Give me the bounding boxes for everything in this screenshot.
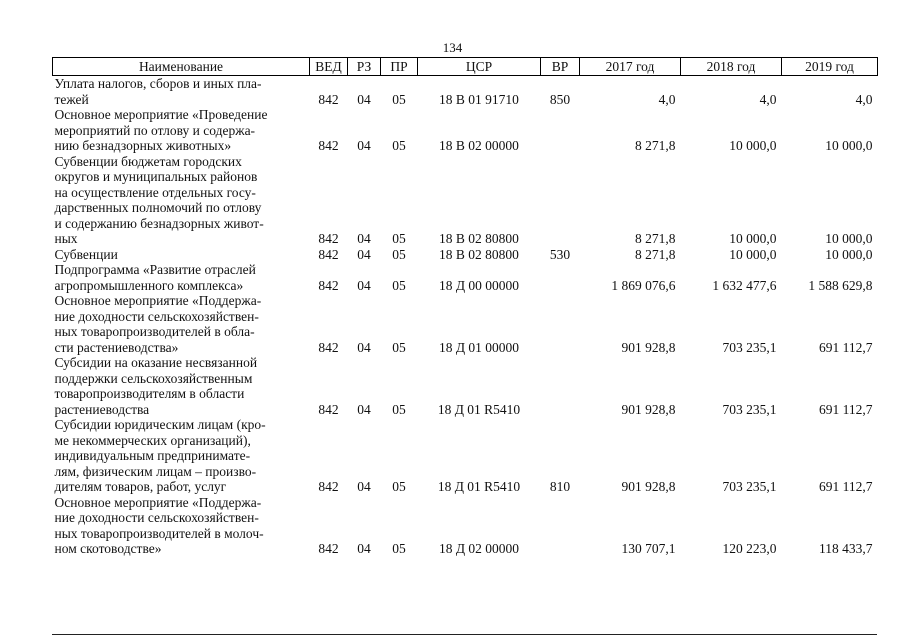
cell-pr: 05: [392, 231, 406, 246]
row-name: [53, 247, 310, 263]
cell-pr: 05: [392, 138, 406, 153]
table-row: [53, 247, 878, 263]
row-name: [53, 262, 310, 293]
cell-rz: 04: [357, 231, 371, 246]
cell-vr: [541, 107, 580, 154]
cell-csr: 18 Д 00 00000: [438, 277, 520, 293]
cell-y2019: 118 433,7: [819, 541, 873, 556]
row-name-line: ных: [54, 231, 78, 246]
row-name-line: Субсидии на оказание несвязанной: [54, 355, 258, 370]
cell-ved: 842: [318, 246, 339, 262]
cell-csr: 18 В 02 80800: [439, 231, 519, 246]
cell-rz: 04: [357, 91, 371, 107]
cell-y2017: 901 928,8: [621, 339, 676, 355]
cell-y2017: 901 928,8: [621, 401, 676, 417]
cell-ved: 842: [318, 91, 339, 107]
row-name: [53, 355, 310, 417]
cell-y2019: 691 112,7: [819, 479, 873, 494]
cell-vr: [541, 495, 580, 557]
cell-y2019: 691 112,7: [819, 339, 873, 355]
table-row: [53, 262, 878, 293]
row-name-line: ме некоммерческих организаций),: [54, 432, 251, 448]
table-header-row: [53, 58, 878, 76]
cell-vr: [541, 154, 580, 247]
header-rz: РЗ: [348, 58, 381, 76]
cell-ved: 842: [318, 541, 339, 556]
table-row: [53, 417, 878, 495]
header-2017: 2017 год: [580, 58, 681, 76]
row-name-line: дарственных полномочий по отлову: [54, 200, 262, 215]
row-name-line: Основное мероприятие «Проведение: [54, 107, 268, 122]
row-name: [53, 107, 310, 154]
cell-y2019: 10 000,0: [825, 138, 873, 153]
cell-y2019: 10 000,0: [825, 246, 873, 262]
cell-ved: 842: [318, 401, 339, 417]
cell-y2017: 8 271,8: [635, 246, 676, 262]
cell-pr: 05: [392, 339, 406, 355]
row-name: [53, 76, 310, 108]
cell-y2019: 10 000,0: [825, 231, 873, 246]
row-name-line: сти растениеводства»: [54, 339, 179, 355]
cell-y2018: 10 000,0: [729, 138, 777, 153]
cell-y2017: 901 928,8: [621, 479, 676, 494]
cell-y2017: 8 271,8: [635, 231, 676, 246]
row-name-line: ние доходности сельскохозяйствен-: [54, 308, 259, 324]
row-name-line: Основное мероприятие «Поддержа-: [54, 494, 262, 510]
cell-rz: 04: [357, 277, 371, 293]
cell-y2018: 120 223,0: [722, 541, 777, 556]
table-row: [53, 154, 878, 247]
table-row: [53, 495, 878, 557]
cell-csr: 18 В 02 80800: [439, 246, 519, 262]
cell-y2018: 703 235,1: [722, 401, 777, 417]
table-row: [53, 76, 878, 108]
row-name-line: Уплата налогов, сборов и иных пла-: [54, 76, 262, 91]
cell-pr: 05: [392, 541, 406, 556]
cell-vr: 530: [549, 246, 571, 262]
header-2018: 2018 год: [681, 58, 782, 76]
row-name: [53, 154, 310, 247]
cell-csr: 18 Д 01 00000: [438, 339, 520, 355]
row-name: [53, 495, 310, 557]
cell-y2017: 1 869 076,6: [611, 277, 676, 293]
row-name-line: Подпрограмма «Развитие отраслей: [54, 262, 256, 277]
header-vr: ВР: [541, 58, 580, 76]
cell-rz: 04: [357, 339, 371, 355]
cell-y2017: 8 271,8: [635, 138, 676, 153]
cell-vr: [541, 293, 580, 355]
row-name-line: округов и муниципальных районов: [54, 169, 258, 184]
row-name: [53, 293, 310, 355]
table-row: [53, 107, 878, 154]
row-name-line: и содержанию безнадзорных живот-: [54, 215, 264, 231]
header-name: Наименование: [53, 58, 310, 76]
row-name-line: лям, физическим лицам – произво-: [54, 463, 257, 479]
cell-y2018: 10 000,0: [729, 246, 777, 262]
row-name: [53, 417, 310, 495]
row-name-line: дителям товаров, работ, услуг: [54, 479, 227, 494]
cell-pr: 05: [392, 246, 406, 262]
cell-rz: 04: [357, 541, 371, 556]
cell-vr: [541, 262, 580, 293]
cell-rz: 04: [357, 401, 371, 417]
cell-ved: 842: [318, 339, 339, 355]
cell-pr: 05: [392, 479, 406, 494]
row-name-line: мероприятий по отлову и содержа-: [54, 122, 256, 138]
row-name-line: Субвенции: [54, 246, 118, 262]
row-name-line: ние доходности сельскохозяйствен-: [54, 510, 259, 525]
row-name-line: товаропроизводителям в области: [54, 386, 245, 401]
row-name-line: тежей: [54, 91, 89, 107]
row-name-line: Субсидии юридическим лицам (кро-: [54, 417, 266, 432]
row-name-line: растениеводства: [54, 401, 150, 417]
table-body: [53, 76, 878, 557]
cell-csr: 18 Д 02 00000: [438, 541, 520, 556]
row-name-line: индивидуальным предпринимате-: [54, 448, 251, 463]
row-name-line: ных товаропроизводителей в обла-: [54, 324, 255, 339]
cell-ved: 842: [318, 277, 339, 293]
cell-vr: [541, 355, 580, 417]
cell-csr: 18 Д 01 R5410: [437, 401, 521, 417]
table-row: [53, 293, 878, 355]
budget-table: [52, 57, 878, 557]
cell-rz: 04: [357, 138, 371, 153]
cell-vr: 850: [549, 91, 571, 107]
cell-y2018: 4,0: [759, 91, 777, 107]
row-name-line: ном скотоводстве»: [54, 541, 162, 556]
cell-csr: 18 В 01 91710: [439, 91, 519, 107]
row-name-line: Субвенции бюджетам городских: [54, 153, 242, 169]
cell-y2019: 1 588 629,8: [808, 277, 873, 293]
cell-csr: 18 Д 01 R5410: [437, 479, 521, 494]
row-name-line: на осуществление отдельных госу-: [54, 184, 256, 200]
cell-ved: 842: [318, 479, 339, 494]
header-csr: ЦСР: [418, 58, 541, 76]
row-name-line: Основное мероприятие «Поддержа-: [54, 293, 262, 308]
row-name-line: нию безнадзорных животных»: [54, 138, 232, 153]
row-name-line: ных товаропроизводителей в молоч-: [54, 525, 264, 541]
cell-y2018: 703 235,1: [722, 479, 777, 494]
table-row: [53, 355, 878, 417]
cell-y2018: 703 235,1: [722, 339, 777, 355]
header-2019: 2019 год: [782, 58, 878, 76]
cell-y2017: 130 707,1: [621, 541, 676, 556]
cell-y2019: 4,0: [855, 91, 873, 107]
cell-rz: 04: [357, 479, 371, 494]
row-name-line: агропромышленного комплекса»: [54, 277, 244, 293]
cell-ved: 842: [318, 231, 339, 246]
row-name-line: поддержки сельскохозяйственным: [54, 370, 253, 386]
bottom-rule: [52, 634, 877, 635]
header-ved: ВЕД: [310, 58, 348, 76]
page-number: 134: [442, 40, 463, 55]
cell-pr: 05: [392, 91, 406, 107]
cell-vr: 810: [549, 479, 571, 494]
cell-pr: 05: [392, 401, 406, 417]
cell-pr: 05: [392, 277, 406, 293]
cell-y2018: 1 632 477,6: [712, 277, 777, 293]
cell-rz: 04: [357, 246, 371, 262]
cell-y2018: 10 000,0: [729, 231, 777, 246]
header-pr: ПР: [381, 58, 418, 76]
cell-y2019: 691 112,7: [819, 401, 873, 417]
cell-ved: 842: [318, 138, 339, 153]
cell-y2017: 4,0: [658, 91, 676, 107]
cell-csr: 18 В 02 00000: [439, 138, 519, 153]
